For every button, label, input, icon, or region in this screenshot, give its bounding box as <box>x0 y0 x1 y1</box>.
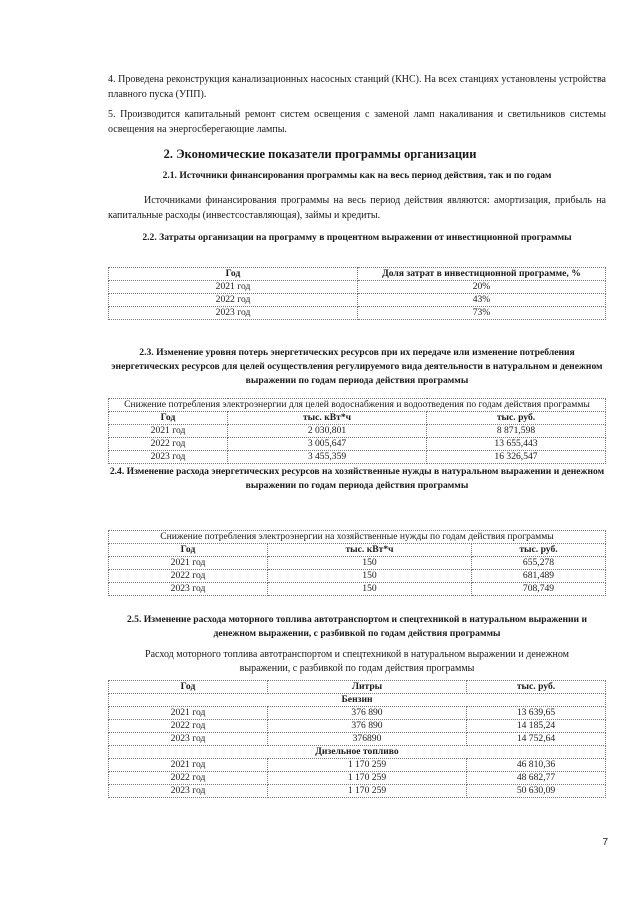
cell-liters: 1 170 259 <box>268 785 467 798</box>
column-header: тыс. кВт*ч <box>268 544 472 557</box>
column-header: Год <box>109 268 358 281</box>
cell-year: 2023 год <box>109 733 268 746</box>
cell-rub: 14 752,64 <box>467 733 606 746</box>
cell-year: 2023 год <box>109 785 268 798</box>
cell-year: 2023 год <box>109 583 268 596</box>
table-caption: Снижение потребления электроэнергии на хозяйственные нужды по годам действия программы <box>109 531 606 544</box>
table-2-5 <box>108 680 606 798</box>
cell-liters: 376 890 <box>268 720 467 733</box>
cell-share: 43% <box>358 294 606 307</box>
cell-kwh: 150 <box>268 557 472 570</box>
table-row <box>109 707 606 720</box>
table-row <box>109 785 606 798</box>
cell-liters: 376 890 <box>268 707 467 720</box>
table-row <box>109 425 606 438</box>
section-2-5-title: 2.5. Изменение расхода моторного топлива автотранспортом и спецтехникой в натуральном выражении и денежном выражении, с разбивкой по годам действия программы <box>126 614 587 639</box>
section-2-1-text: Источниками финансирования программы на весь период действия являются: амортизация, прибыль на капитальные расходы (инвестсоставляющая), займы и кредиты. <box>108 195 606 221</box>
table-2-5-caption: Расход моторного топлива автотранспортом и спецтехникой в натуральном выражении и денежном выражении, с разбивкой по годам действия программы <box>145 649 569 674</box>
table-row <box>109 759 606 772</box>
table-row <box>109 557 606 570</box>
fuel-group-gasoline: Бензин <box>109 694 606 707</box>
table-caption: Снижение потребления электроэнергии для целей водоснабжения и водоотведения по годам действия программы <box>109 399 606 412</box>
cell-year: 2023 год <box>109 451 228 464</box>
column-header: Год <box>109 412 228 425</box>
section-2-title: 2. Экономические показатели программы организации <box>163 147 477 161</box>
table-row <box>109 451 606 464</box>
table-2-3 <box>108 398 606 464</box>
cell-year: 2021 год <box>109 425 228 438</box>
cell-rub: 46 810,36 <box>467 759 606 772</box>
cell-rub: 50 630,09 <box>467 785 606 798</box>
cell-year: 2022 год <box>109 294 358 307</box>
cell-rub: 16 326,547 <box>427 451 606 464</box>
cell-rub: 681,489 <box>472 570 606 583</box>
cell-year: 2021 год <box>109 281 358 294</box>
paragraph-4: 4. Проведена реконструкция канализационных насосных станций (КНС). На всех станциях установлены устройства плавного пуска (УПП). <box>108 74 606 100</box>
column-header: тыс. кВт*ч <box>228 412 427 425</box>
paragraph-5: 5. Производится капитальный ремонт систем освещения с заменой ламп накаливания и светильников системы освещения на энергосберегающие лампы. <box>108 109 606 135</box>
table-row <box>109 733 606 746</box>
cell-liters: 1 170 259 <box>268 759 467 772</box>
section-2-2-title: 2.2. Затраты организации на программу в процентном выражении от инвестиционной программы <box>142 232 572 243</box>
cell-kwh: 3 455,359 <box>228 451 427 464</box>
cell-share: 20% <box>358 281 606 294</box>
column-header: Год <box>109 544 268 557</box>
cell-year: 2021 год <box>109 707 268 720</box>
table-row <box>109 307 606 320</box>
table-row <box>109 720 606 733</box>
cell-year: 2023 год <box>109 307 358 320</box>
cell-year: 2022 год <box>109 720 268 733</box>
cell-year: 2022 год <box>109 772 268 785</box>
cell-rub: 655,278 <box>472 557 606 570</box>
cell-year: 2022 год <box>109 438 228 451</box>
table-2-4 <box>108 530 606 596</box>
table-row <box>109 570 606 583</box>
fuel-group-diesel: Дизельное топливо <box>109 746 606 759</box>
table-row <box>109 281 606 294</box>
cell-rub: 48 682,77 <box>467 772 606 785</box>
column-header: тыс. руб. <box>472 544 606 557</box>
cell-rub: 14 185,24 <box>467 720 606 733</box>
section-2-1-title: 2.1. Источники финансирования программы как на весь период действия, так и по годам <box>162 170 552 181</box>
column-header: Литры <box>268 681 467 694</box>
cell-rub: 13 639,65 <box>467 707 606 720</box>
cell-rub: 8 871,598 <box>427 425 606 438</box>
column-header: тыс. руб. <box>427 412 606 425</box>
column-header: тыс. руб. <box>467 681 606 694</box>
cell-year: 2021 год <box>109 557 268 570</box>
cell-liters: 376890 <box>268 733 467 746</box>
cell-liters: 1 170 259 <box>268 772 467 785</box>
cell-kwh: 2 030,801 <box>228 425 427 438</box>
table-row <box>109 583 606 596</box>
column-header: Год <box>109 681 268 694</box>
table-2-2 <box>108 267 606 320</box>
cell-kwh: 150 <box>268 583 472 596</box>
cell-kwh: 3 005,647 <box>228 438 427 451</box>
page-number: 7 <box>602 837 608 848</box>
cell-kwh: 150 <box>268 570 472 583</box>
section-2-4-title: 2.4. Изменение расхода энергетических ресурсов на хозяйственные нужды в натуральном выражении и денежном выражении по годам периода действия программы <box>109 466 605 491</box>
section-2-3-title: 2.3. Изменение уровня потерь энергетических ресурсов при их передаче или изменение потребления энергетических ресурсов для целей осуществления регулируемого вида деятельности в натуральном и денежном выражении по годам периода действия программы <box>111 347 603 386</box>
cell-rub: 13 655,443 <box>427 438 606 451</box>
table-row <box>109 438 606 451</box>
cell-year: 2021 год <box>109 759 268 772</box>
table-row <box>109 294 606 307</box>
column-header: Доля затрат в инвестиционной программе, % <box>358 268 606 281</box>
cell-share: 73% <box>358 307 606 320</box>
table-row <box>109 772 606 785</box>
cell-year: 2022 год <box>109 570 268 583</box>
cell-rub: 708,749 <box>472 583 606 596</box>
